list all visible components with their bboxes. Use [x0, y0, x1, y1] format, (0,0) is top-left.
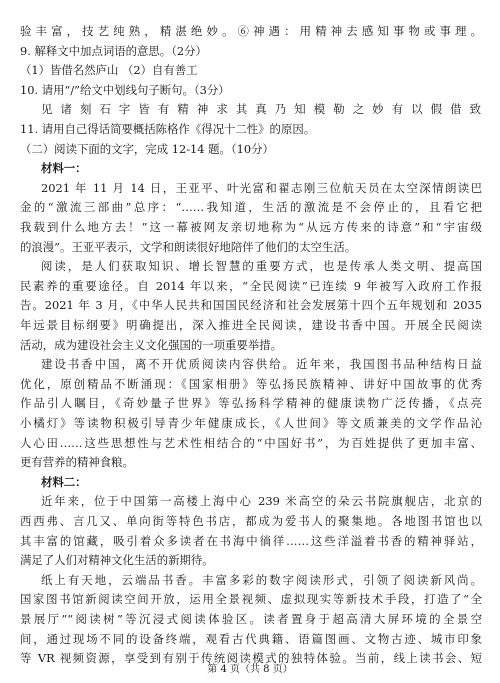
text-line: 民素养的重要途径。自 2014 年以来，“全民阅读”已连续 9 年被写入政府工作报	[20, 278, 482, 293]
text-line: 验丰富，技艺纯熟，精湛绝妙。⑥神遇：用精神去感知事物或事理。	[20, 24, 482, 38]
text-line: （二）阅读下面的文字，完成 12-14 题。（10分）	[20, 141, 274, 156]
text-line: 见诸刻石字皆有精神求其真乃知模勒之妙有以假借致	[41, 102, 482, 117]
text-line: 更有营养的精神食粮。	[20, 455, 134, 470]
text-line: 纸上有天地，云端品书香。丰富多彩的数字阅读形式，引领了阅读新风尚。	[41, 572, 482, 587]
text-line: 建设书香中国，离不开优质阅读内容供给。近年来，我国图书品种结构日益	[41, 357, 482, 372]
material-2-heading: 材料二：	[41, 474, 87, 489]
text-line: 10. 请用“/”给文中划线句子断句。（3分）	[20, 82, 230, 97]
text-line: 小橘灯》等读物积极引导青少年健康成长，《人世间》等文质兼美的文学作品沁	[20, 416, 482, 430]
text-line: 我载到什么地方去！”这一幕被网友亲切地称为“从远方传来的诗意”和“宇宙级	[20, 220, 482, 234]
text-line: 活动，成为建设社会主义文化强国的一项重要举措。	[20, 337, 282, 352]
text-line: 阅读，是人们获取知识、增长智慧的重要方式，也是传承人类文明、提高国	[41, 259, 482, 274]
text-line: 2021 年 11 月 14 日，王亚平、叶光富和翟志刚三位航天员在太空深情朗读巴	[41, 180, 482, 195]
text-line: 人心田……这些思想性与艺术性相结合的“中国好书”，为百姓提供了更加丰富、	[20, 435, 482, 450]
text-line: 年远景目标纲要》明确提出，深入推进全民阅读，建设书香中国。开展全民阅读	[20, 318, 482, 332]
text-line: 满足了人们对精神文化生活的新期待。	[20, 553, 214, 568]
text-line: 9. 解释文中加点词语的意思。（2分）	[20, 43, 207, 58]
text-line: 11. 请用自己得话简要概括陈格作《得况十二性》的原因。	[20, 122, 316, 136]
material-1-heading: 材料一：	[41, 161, 87, 176]
text-line: 等 VR 视频资源，享受到有别于传统阅读模式的独特体验。当前，线上读书会、短	[20, 651, 482, 666]
text-line: 其丰富的馆藏，吸引着众多读者在书海中徜徉……这些洋溢着书香的精神驿站，	[20, 533, 482, 548]
page-footer: 第 4 页（共 8 页）	[207, 664, 293, 675]
text-line: 景展厅”“阅读树”等沉浸式阅读体验区。读者置身于超高清大屏环境的全景空	[20, 612, 482, 626]
text-line: （1）皆借名然庐山 （2）自有善工	[20, 63, 198, 78]
text-line: 作品引人瞩目，《奇妙量子世界》等弘扬科学精神的健康读物广泛传播，《点亮	[20, 396, 482, 411]
text-line: 西西弗、言几又、单向街等特色书店，都成为爱书人的聚集地。各地图书馆也以	[20, 514, 482, 528]
text-line: 告。2021 年 3 月，《中华人民共和国国民经济和社会发展第十四个五年规划和 2035	[20, 298, 482, 313]
text-line: 间，通过现场不同的设备终端，观看古代典籍、语篇图画、文物古迹、城市印象	[20, 631, 482, 646]
text-line: 国家图书馆新阅读空间开放，运用全景视频、虚拟现实等新技术手段，打造了“全	[20, 592, 482, 607]
text-line: 近年来，位于中国第一高楼上海中心 239 米高空的朵云书院旗舰店，北京的	[41, 494, 482, 509]
text-line: 的浪漫”。王亚平表示，文学和朗读很好地陪伴了他们的太空生活。	[20, 239, 357, 254]
text-line: 金的“激流三部曲”总序：“……我知道，生活的激流是不会停止的，且看它把	[20, 200, 482, 215]
text-line: 优化，原创精品不断涌现：《国家相册》等弘扬民族精神、讲好中国故事的优秀	[20, 376, 482, 391]
